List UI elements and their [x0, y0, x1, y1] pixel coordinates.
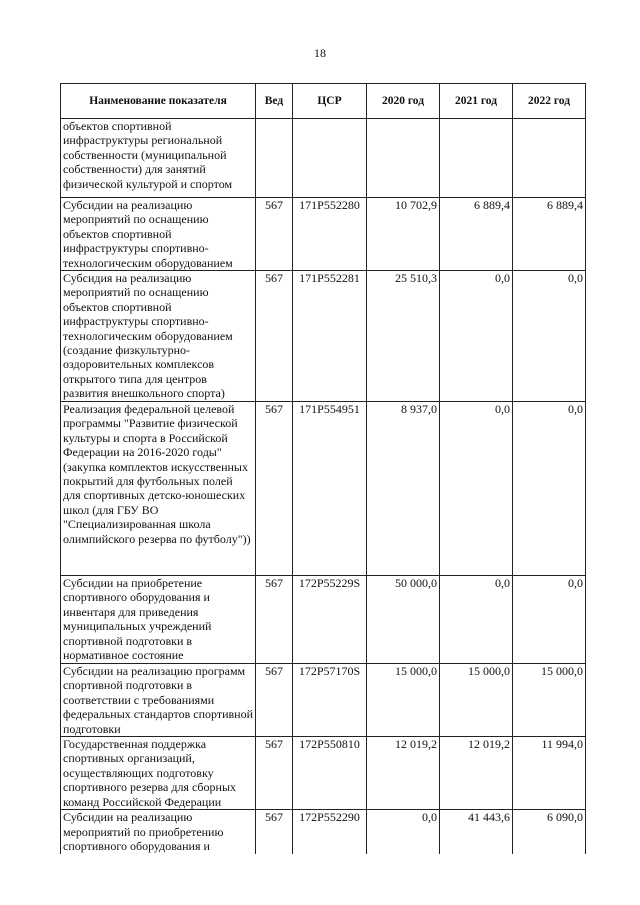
table-header-row: [61, 84, 586, 119]
table-row: [61, 198, 586, 271]
table-row: [61, 737, 586, 810]
header-2020: 2020 год: [367, 84, 440, 119]
row-ved: [256, 119, 293, 198]
row-2021: 15 000,0: [440, 664, 513, 737]
row-2022: 0,0: [513, 576, 586, 664]
row-name: Субсидии на реализацию мероприятий по оснащению объектов спортивной инфраструктуры спортивно-технологическим оборудованием: [61, 198, 256, 271]
row-csr: 171P552280: [293, 198, 367, 271]
row-2020: 15 000,0: [367, 664, 440, 737]
row-2021: 41 443,6: [440, 810, 513, 855]
row-2021: 6 889,4: [440, 198, 513, 271]
row-ved: 567: [256, 271, 293, 402]
row-csr: 172P57170S: [293, 664, 367, 737]
row-name: Субсидии на реализацию программ спортивной подготовки в соответствии с требованиями федеральных стандартов спортивной подготовки: [61, 664, 256, 737]
row-name: Реализация федеральной целевой программы "Развитие физической культуры и спорта в Российской Федерации на 2016-2020 годы" (закупка комплектов искусственных покрытий для футбольных полей для спортивных детско-юношеских школ (для ГБУ ВО "Специализированная школа олимпийского резерва по футболу")): [61, 402, 256, 576]
row-ved: 567: [256, 810, 293, 855]
row-2022: 11 994,0: [513, 737, 586, 810]
table-row: [61, 119, 586, 198]
row-2022: 6 090,0: [513, 810, 586, 855]
budget-table: [60, 83, 586, 854]
table-row: [61, 271, 586, 402]
row-2020: 25 510,3: [367, 271, 440, 402]
row-ved: 567: [256, 737, 293, 810]
row-2022: [513, 119, 586, 198]
table-row: [61, 402, 586, 576]
row-name: Субсидии на приобретение спортивного оборудования и инвентаря для приведения муниципальных учреждений спортивной подготовки в нормативное состояние: [61, 576, 256, 664]
row-2020: 0,0: [367, 810, 440, 855]
row-csr: [293, 119, 367, 198]
header-csr: ЦСР: [293, 84, 367, 119]
table-row: [61, 810, 586, 855]
row-csr: 171P554951: [293, 402, 367, 576]
row-2021: 0,0: [440, 402, 513, 576]
header-name: Наименование показателя: [61, 84, 256, 119]
row-csr: 172P552290: [293, 810, 367, 855]
row-2022: 0,0: [513, 402, 586, 576]
row-2022: 6 889,4: [513, 198, 586, 271]
row-2020: 8 937,0: [367, 402, 440, 576]
row-2021: 0,0: [440, 576, 513, 664]
row-2022: 15 000,0: [513, 664, 586, 737]
row-ved: 567: [256, 664, 293, 737]
table-row: [61, 576, 586, 664]
row-2021: 0,0: [440, 271, 513, 402]
row-csr: 172P550810: [293, 737, 367, 810]
row-ved: 567: [256, 576, 293, 664]
row-2021: 12 019,2: [440, 737, 513, 810]
row-2022: 0,0: [513, 271, 586, 402]
page-number: 18: [314, 46, 326, 60]
row-name: объектов спортивной инфраструктуры региональной собственности (муниципальной собственности) для занятий физической культурой и спортом: [61, 119, 256, 198]
header-2022: 2022 год: [513, 84, 586, 119]
row-2020: 12 019,2: [367, 737, 440, 810]
row-name: Субсидии на реализацию мероприятий по приобретению спортивного оборудования и: [61, 810, 256, 855]
row-2020: 10 702,9: [367, 198, 440, 271]
row-2021: [440, 119, 513, 198]
row-csr: 171P552281: [293, 271, 367, 402]
row-ved: 567: [256, 402, 293, 576]
row-csr: 172P55229S: [293, 576, 367, 664]
row-name: Субсидия на реализацию мероприятий по оснащению объектов спортивной инфраструктуры спортивно-технологическим оборудованием (создание физкультурно-оздоровительных комплексов открытого типа для центров развития внешкольного спорта): [61, 271, 256, 402]
row-name: Государственная поддержка спортивных организаций, осуществляющих подготовку спортивного резерва для сборных команд Российской Федерации: [61, 737, 256, 810]
row-2020: [367, 119, 440, 198]
header-ved: Вед: [256, 84, 293, 119]
table-row: [61, 664, 586, 737]
row-ved: 567: [256, 198, 293, 271]
row-2020: 50 000,0: [367, 576, 440, 664]
header-2021: 2021 год: [440, 84, 513, 119]
